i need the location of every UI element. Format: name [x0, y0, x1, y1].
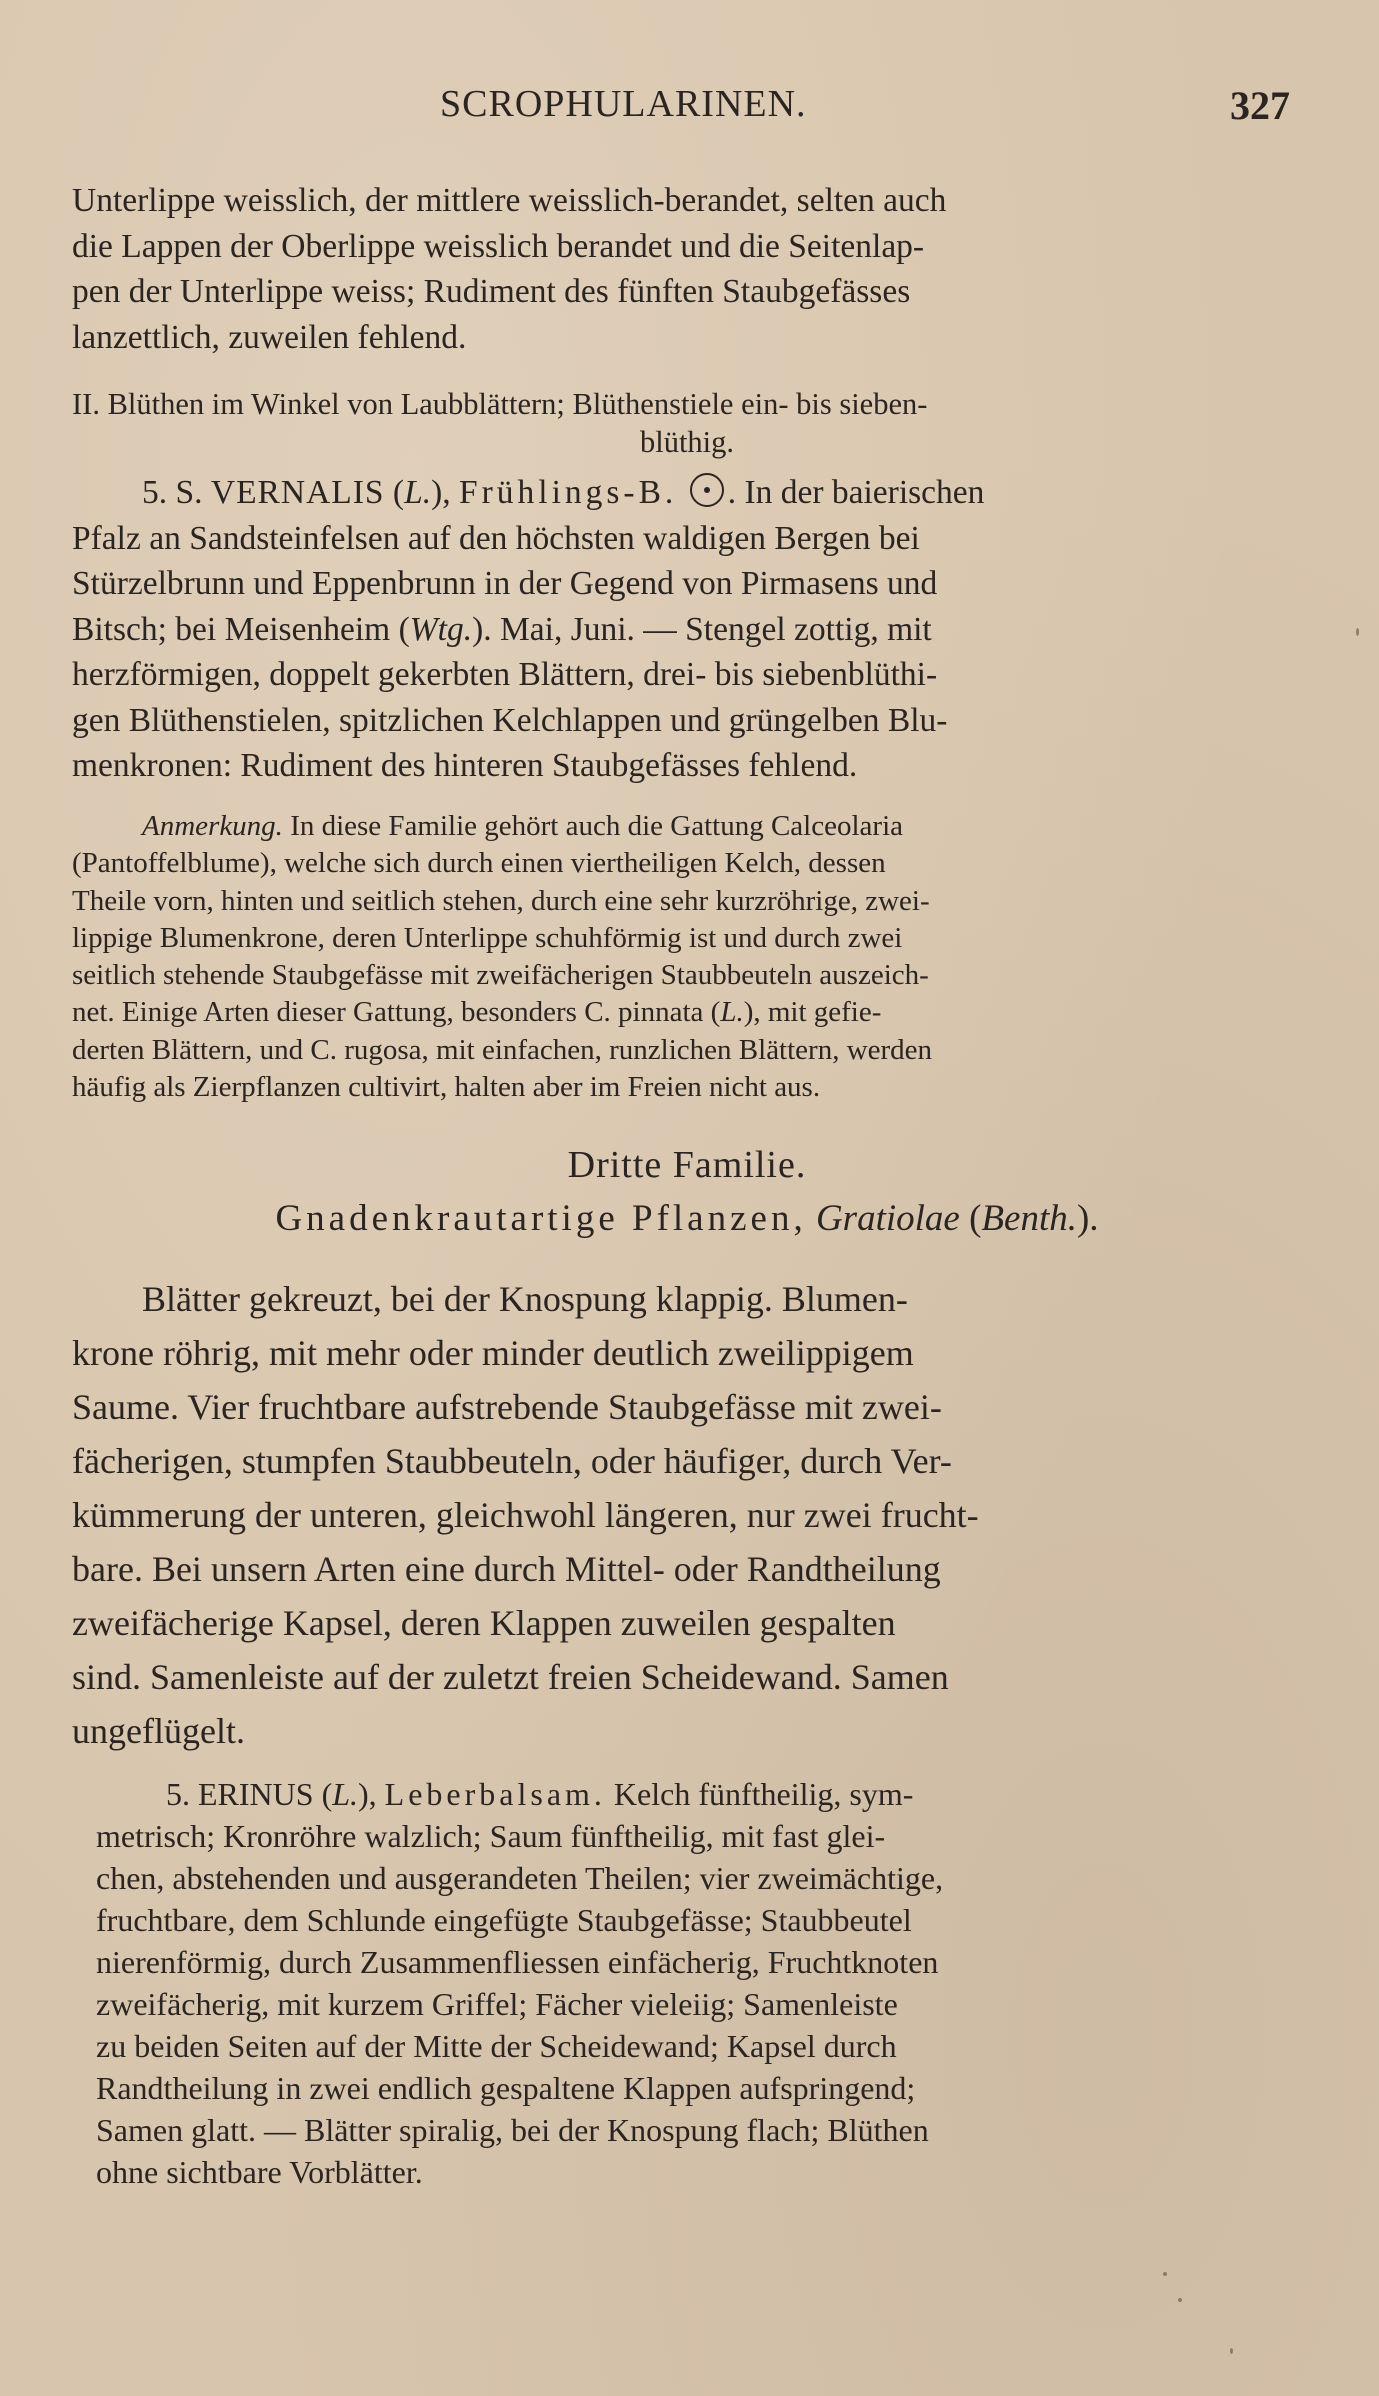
text-line: fächerigen, stumpfen Staubbeuteln, oder häufiger, durch Ver-: [72, 1441, 952, 1481]
section-ii-heading: [72, 386, 1302, 461]
family-name: Gnadenkrautartige Pflanzen,: [275, 1198, 807, 1239]
text-line: Randtheilung in zwei endlich gespaltene Klappen aufspringend;: [96, 2070, 916, 2106]
text-line: zu beiden Seiten auf der Mitte der Scheidewand; Kapsel durch: [96, 2028, 897, 2064]
text-line: seitlich stehende Staubgefässe mit zweifächerigen Staubbeuteln auszeich-: [72, 959, 929, 992]
genus-number: 5.: [166, 1776, 190, 1812]
text-line: die Lappen der Oberlippe weisslich berandet und die Seitenlap-: [72, 227, 925, 265]
text-fragment: Bitsch; bei Meisenheim (: [72, 610, 410, 648]
family-name-line: Gnadenkrautartige Pflanzen, Gratiolae (Benth.).: [275, 1198, 1099, 1239]
page-number: 327: [1230, 83, 1290, 128]
intro-paragraph: [72, 178, 1302, 360]
text-line: chen, abstehenden und ausgerandeten Theilen; vier zweimächtige,: [96, 1860, 944, 1896]
paper-speck: [1356, 628, 1359, 636]
text-line: Samen glatt. — Blätter spiralig, bei der Knospung flach; Blüthen: [96, 2112, 929, 2148]
text-line: gen Blüthenstielen, spitzlichen Kelchlappen und grüngelben Blu-: [72, 701, 948, 739]
text-line: Unterlippe weisslich, der mittlere weisslich-berandet, selten auch: [72, 182, 947, 219]
family-latin-name: Gratiolae: [815, 1198, 960, 1239]
text-fragment: Kelch fünftheilig, sym-: [613, 1776, 914, 1812]
text-line: Theile vorn, hinten und seitlich stehen, durch eine sehr kurzröhrige, zwei-: [72, 884, 930, 917]
text-line: menkronen: Rudiment des hinteren Staubgefässes fehlend.: [72, 747, 858, 784]
species-author: L.: [404, 474, 432, 511]
text-line: bare. Bei unsern Arten eine durch Mittel- oder Randtheilung: [72, 1549, 941, 1589]
text-line: (Pantoffelblume), welche sich durch einen viertheiligen Kelch, dessen: [72, 847, 886, 880]
running-head: SCROPHULARINEN.: [440, 83, 807, 125]
text-line: Stürzelbrunn und Eppenbrunn in der Gegend von Pirmasens und: [72, 565, 938, 602]
text-fragment: net. Einige Arten dieser Gattung, besonders C. pinnata (: [72, 996, 721, 1029]
text-line: II. Blüthen im Winkel von Laubblättern; Blüthenstiele ein- bis sieben-: [72, 387, 928, 421]
text-line: Saume. Vier fruchtbare aufstrebende Staubgefässe mit zwei-: [72, 1387, 942, 1427]
text-line: sind. Samenleiste auf der zuletzt freien Scheidewand. Samen: [72, 1657, 949, 1697]
annual-symbol-icon: [690, 473, 724, 507]
author-abbrev: Wtg.: [409, 610, 473, 648]
text-line: zweifächerige Kapsel, deren Klappen zuweilen gespalten: [72, 1603, 896, 1643]
species-name: VERNALIS: [210, 474, 385, 511]
species-common-name: Frühlings-B.: [458, 474, 678, 511]
species-number: 5. S.: [142, 474, 203, 511]
text-line: lanzettlich, zuweilen fehlend.: [72, 318, 467, 356]
family-author: Benth.: [981, 1198, 1077, 1239]
species-entry-vernalis: [72, 470, 1302, 789]
text-line: ungeflügelt.: [72, 1711, 245, 1751]
genus-author: L.: [332, 1776, 359, 1812]
text-line: herzförmigen, doppelt gekerbten Blättern, drei- bis siebenblüthi-: [72, 656, 938, 693]
genus-entry-erinus: [96, 1773, 1302, 2193]
text-line: metrisch; Kronröhre walzlich; Saum fünftheilig, mit fast glei-: [96, 1818, 886, 1854]
text-line: Pfalz an Sandsteinfelsen auf den höchsten waldigen Bergen bei: [72, 519, 920, 557]
text-line: lippige Blumenkrone, deren Unterlippe schuhförmig ist und durch zwei: [72, 921, 903, 954]
text-line: [72, 994, 1302, 1031]
species-text: . In der baierischen: [727, 474, 985, 511]
note-paragraph: [72, 808, 1302, 1106]
paper-speck: [1178, 2298, 1182, 2302]
text-line: pen der Unterlippe weiss; Rudiment des fünften Staubgefässes: [72, 273, 911, 310]
text-fragment: ). Mai, Juni. — Stengel zottig, mit: [472, 610, 932, 648]
text-line: zweifächerig, mit kurzem Griffel; Fächer vieleiig; Samenleiste: [96, 1986, 898, 2022]
text-line: kümmerung der unteren, gleichwohl längeren, nur zwei frucht-: [72, 1495, 979, 1535]
species-first-line: 5. S. VERNALIS (L.), Frühlings-B. . In der baierischen: [142, 474, 985, 511]
paper-speck: [1230, 2348, 1233, 2354]
family-heading: [72, 1143, 1302, 1240]
note-first-line: [72, 808, 1302, 845]
note-label: Anmerkung.: [142, 810, 283, 842]
text-line: nierenförmig, durch Zusammenfliessen einfächerig, Fruchtknoten: [96, 1944, 939, 1980]
paper-speck: [1163, 2272, 1167, 2276]
text-line: [72, 607, 1302, 653]
text-fragment: In diese Familie gehört auch die Gattung Calceolaria: [290, 810, 903, 842]
text-line: fruchtbare, dem Schlunde eingefügte Staubgefässe; Staubbeutel: [96, 1902, 912, 1938]
text-line: ohne sichtbare Vorblätter.: [96, 2154, 423, 2190]
text-line: derten Blättern, und C. rugosa, mit einfachen, runzlichen Blättern, werden: [72, 1033, 933, 1066]
genus-common-name: Leberbalsam.: [384, 1776, 606, 1812]
genus-first-line: 5. ERINUS (L.), Leberbalsam. Kelch fünftheilig, sym-: [166, 1776, 914, 1812]
page-header: [70, 82, 1290, 132]
family-title: Dritte Familie.: [567, 1144, 807, 1186]
family-description: [72, 1272, 1302, 1758]
text-fragment: ), mit gefie-: [743, 996, 882, 1029]
text-line: Blätter gekreuzt, bei der Knospung klappig. Blumen-: [142, 1279, 908, 1319]
text-line: krone röhrig, mit mehr oder minder deutlich zweilippigem: [72, 1333, 914, 1373]
genus-name: ERINUS: [198, 1776, 314, 1812]
author-abbrev: L.: [720, 996, 744, 1029]
text-line: häufig als Zierpflanzen cultivirt, halten aber im Freien nicht aus.: [72, 1071, 821, 1104]
text-line: blüthig.: [639, 424, 735, 459]
